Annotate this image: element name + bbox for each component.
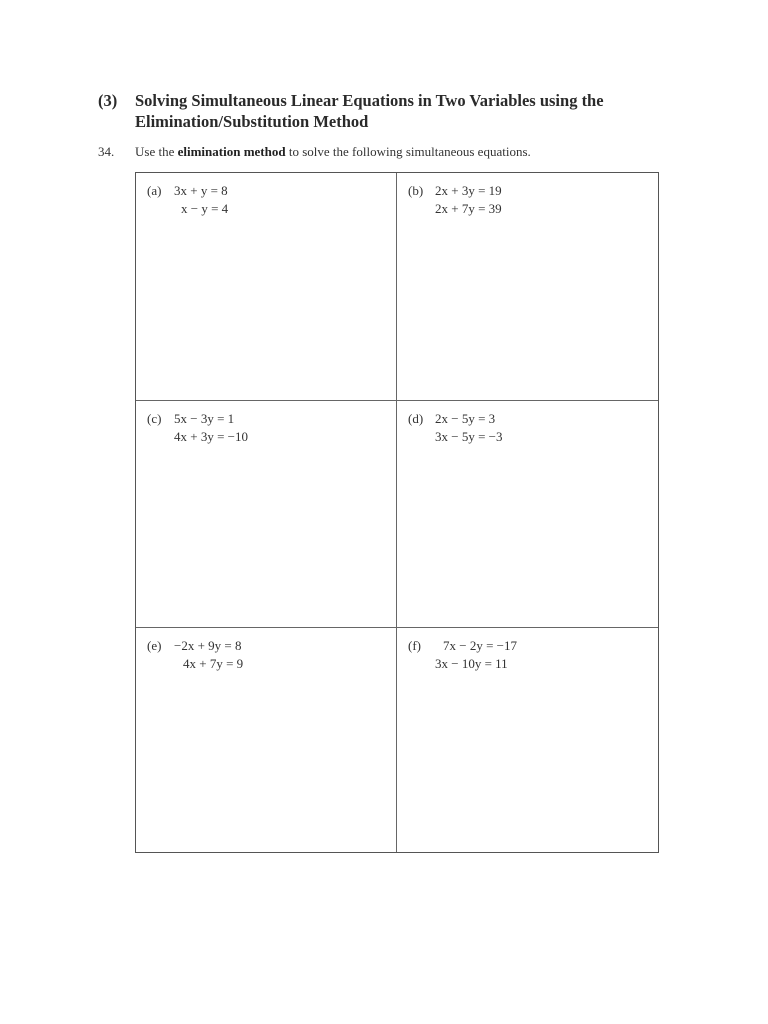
question-bold-text: elimination method <box>177 144 286 159</box>
section-number: (3) <box>98 91 118 110</box>
question-text-after: to solve the following simultaneous equations. <box>285 144 531 159</box>
equation-a-2: x − y = 4 <box>181 201 229 216</box>
answer-box-e[interactable] <box>136 628 397 852</box>
question-number: 34. <box>98 144 115 159</box>
equation-a-1: 3x + y = 8 <box>174 183 228 198</box>
section-heading <box>98 90 688 132</box>
part-label-d: (d) <box>408 411 424 426</box>
equation-b-1: 2x + 3y = 19 <box>435 183 502 198</box>
equation-e-2: 4x + 7y = 9 <box>183 656 244 671</box>
part-label-a: (a) <box>147 183 162 198</box>
equation-e-1: −2x + 9y = 8 <box>174 638 242 653</box>
answer-box-b[interactable] <box>397 173 658 401</box>
section-title: Solving Simultaneous Linear Equations in Two Variables using the Elimination/Substitution Method <box>135 91 604 131</box>
answer-grid <box>135 172 659 853</box>
equation-c-1: 5x − 3y = 1 <box>174 411 235 426</box>
question-instruction <box>98 144 698 160</box>
part-label-f: (f) <box>408 638 421 653</box>
question-text-before: Use the <box>135 144 178 159</box>
equation-f-1: 7x − 2y = −17 <box>443 638 517 653</box>
answer-box-c[interactable] <box>136 401 397 628</box>
answer-box-f[interactable] <box>397 628 658 852</box>
equation-b-2: 2x + 7y = 39 <box>435 201 502 216</box>
answer-box-a[interactable] <box>136 173 397 401</box>
equation-d-2: 3x − 5y = −3 <box>435 429 503 444</box>
part-label-c: (c) <box>147 411 162 426</box>
part-label-b: (b) <box>408 183 424 198</box>
answer-box-d[interactable] <box>397 401 658 628</box>
equation-c-2: 4x + 3y = −10 <box>174 429 248 444</box>
equation-d-1: 2x − 5y = 3 <box>435 411 496 426</box>
part-label-e: (e) <box>147 638 162 653</box>
equation-f-2: 3x − 10y = 11 <box>435 656 508 671</box>
